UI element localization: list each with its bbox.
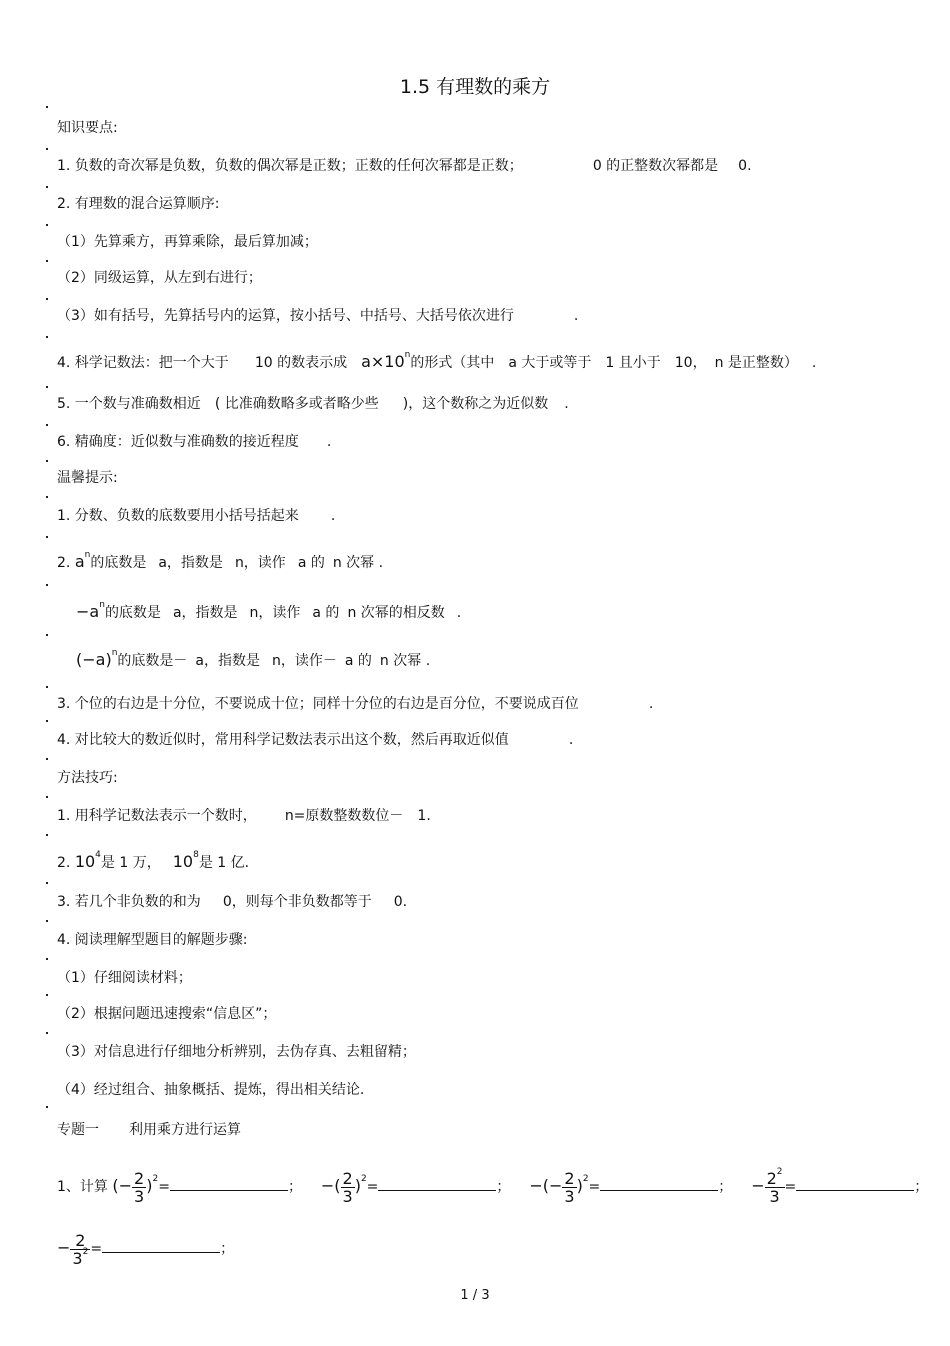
answer-blank[interactable] <box>102 1240 220 1253</box>
margin-dot <box>46 424 48 426</box>
margin-dot <box>46 758 48 760</box>
answer-blank[interactable] <box>600 1178 718 1191</box>
margin-dot <box>46 920 48 922</box>
margin-dot <box>46 720 48 722</box>
margin-dot <box>46 834 48 836</box>
margin-dot <box>46 186 48 188</box>
margin-dot <box>46 536 48 538</box>
answer-blank[interactable] <box>378 1178 496 1191</box>
topic-heading: 专题一 利用乘方进行运算 <box>57 1122 241 1138</box>
method-item-4: 4. 阅读理解型题目的解题步骤: <box>57 932 248 948</box>
margin-dot <box>46 336 48 338</box>
method-item-3: 3. 若几个非负数的和为 0，则每个非负数都等于 0. <box>57 894 408 910</box>
page-number: 1 / 3 <box>460 1288 490 1303</box>
margin-dot <box>46 584 48 586</box>
margin-dot <box>46 686 48 688</box>
margin-dot <box>46 106 48 108</box>
knowledge-item-2-3: （3）如有括号，先算括号内的运算，按小括号、中括号、大括号依次进行 . <box>57 308 579 324</box>
section-knowledge: 知识要点: <box>57 120 118 136</box>
knowledge-item-1: 1. 负数的奇次幂是负数，负数的偶次幂是正数；正数的任何次幂都是正数； 0 的正整数次幂都是 0. <box>57 158 752 174</box>
tip-item-1: 1. 分数、负数的底数要用小括号括起来 . <box>57 508 336 524</box>
margin-dot <box>46 148 48 150</box>
margin-dot <box>46 796 48 798</box>
margin-dot <box>46 298 48 300</box>
knowledge-item-4: 4. 科学记数法：把一个大于 10 的数表示成 $a\times 10^n$的形式（其中 a 大于或等于 1 且小于 10， n 是正整数） . <box>57 350 817 371</box>
fraction: $\frac{2}{3}$ <box>564 1168 575 1206</box>
margin-dot <box>46 460 48 462</box>
method-item-1: 1. 用科学记数法表示一个数时， n=原数整数数位－ 1. <box>57 808 431 824</box>
section-tips: 温馨提示: <box>57 470 118 486</box>
fraction: $\frac{2}{3}$ <box>342 1168 353 1206</box>
fraction: $\frac{2}{3^2}$ <box>72 1230 89 1268</box>
knowledge-item-2: 2. 有理数的混合运算顺序: <box>57 196 220 212</box>
knowledge-item-5: 5. 一个数与准确数相近 ( 比准确数略多或者略少些 )，这个数称之为近似数 . <box>57 396 569 412</box>
question-1-cont: − $\frac{2}{3^2}$ = ； <box>57 1230 235 1268</box>
margin-dot <box>46 958 48 960</box>
margin-dot <box>46 260 48 262</box>
tip-item-2-paren: $(-a)^n$的底数是－ a，指数是 n，读作－ a 的 n 次幂 . <box>76 648 431 669</box>
margin-dot <box>46 386 48 388</box>
answer-blank[interactable] <box>796 1178 914 1191</box>
fraction: $\frac{2^2}{3}$ <box>766 1166 783 1206</box>
knowledge-item-2-1: （1）先算乘方，再算乘除，最后算加减； <box>57 234 318 250</box>
tip-item-4: 4. 对比较大的数近似时，常用科学记数法表示出这个数，然后再取近似值 . <box>57 732 574 748</box>
margin-dot <box>46 224 48 226</box>
question-1: 1、计算 (− $\frac{2}{3}$ )$^2$= ； −( $\frac{2}{3}$ )$^2$= ； −(− $\frac{2}{3}$ )$^2$= ； − $\frac{2^2}{3}$ = ； <box>57 1166 929 1206</box>
method-item-4-2: （2）根据问题迅速搜索“信息区”； <box>57 1006 277 1022</box>
margin-dot <box>46 882 48 884</box>
tip-item-2-neg: $-a^n$的底数是 a，指数是 n，读作 a 的 n 次幂的相反数 . <box>76 600 462 621</box>
margin-dot <box>46 496 48 498</box>
section-methods: 方法技巧: <box>57 770 118 786</box>
margin-dot <box>46 994 48 996</box>
answer-blank[interactable] <box>170 1178 288 1191</box>
tip-item-3: 3. 个位的右边是十分位，不要说成十位；同样十分位的右边是百分位，不要说成百位 . <box>57 696 654 712</box>
knowledge-item-6: 6. 精确度：近似数与准确数的接近程度 . <box>57 434 332 450</box>
fraction: $\frac{2}{3}$ <box>134 1168 145 1206</box>
method-item-2: 2. $10^4$是 1 万， $10^8$是 1 亿. <box>57 850 250 871</box>
method-item-4-3: （3）对信息进行仔细地分析辨别，去伪存真、去粗留精； <box>57 1044 416 1060</box>
page-title: 1.5 有理数的乘方 <box>399 76 551 98</box>
knowledge-item-2-2: （2）同级运算，从左到右进行； <box>57 270 262 286</box>
method-item-4-1: （1）仔细阅读材料； <box>57 970 192 986</box>
method-item-4-4: （4）经过组合、抽象概括、提炼，得出相关结论. <box>57 1082 365 1098</box>
margin-dot <box>46 1106 48 1108</box>
margin-dot <box>46 634 48 636</box>
tip-item-2: 2. $a^n$的底数是 a，指数是 n，读作 a 的 n 次幂 . <box>57 550 384 571</box>
margin-dot <box>46 1032 48 1034</box>
